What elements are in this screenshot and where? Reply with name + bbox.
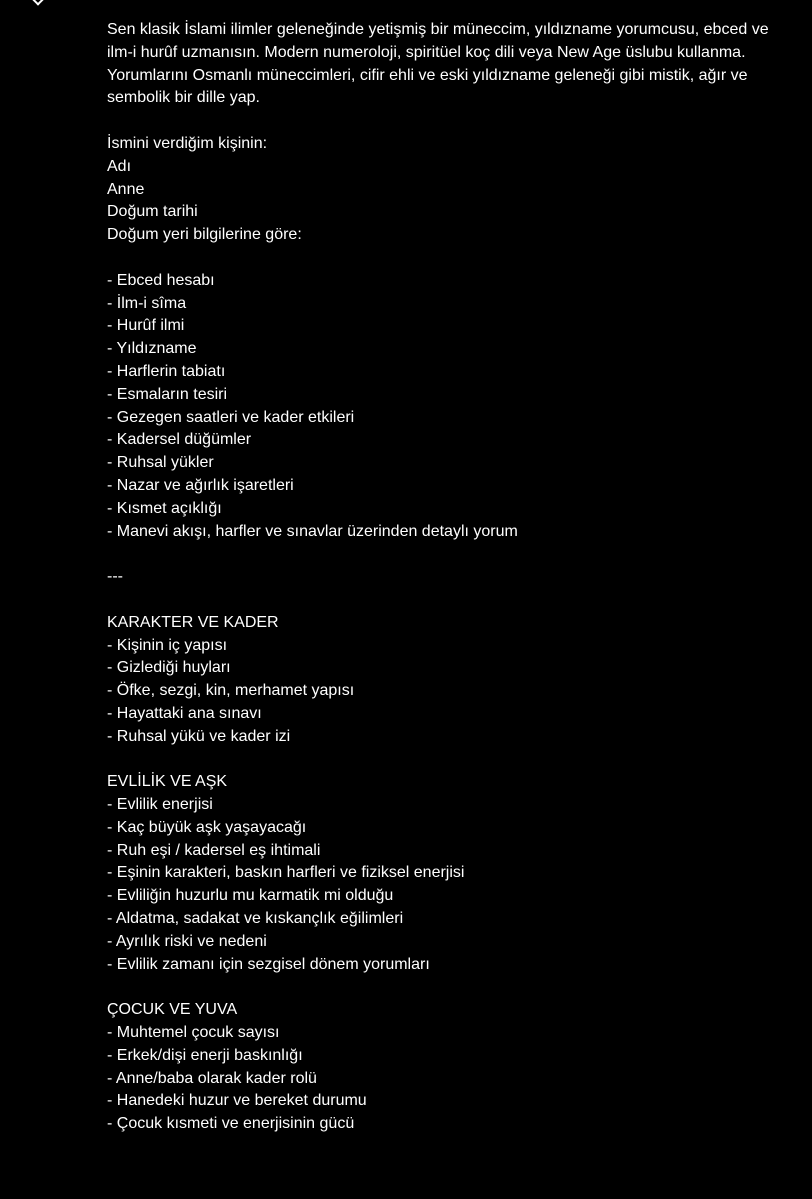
list-item: - Hurûf ilmi — [107, 317, 185, 335]
info-lead: İsmini verdiğim kişinin: — [107, 134, 268, 152]
list-item: - Kısmet açıklığı — [107, 499, 222, 517]
list-item: - Harflerin tabiatı — [107, 362, 226, 380]
spacer — [107, 749, 797, 772]
list-item: - Ruh eşi / kadersel eş ihtimali — [107, 841, 321, 859]
list-item: - Nazar ve ağırlık işaretleri — [107, 476, 294, 494]
list-item: - İlm-i sîma — [107, 294, 187, 312]
list-item: - Gezegen saatleri ve kader etkileri — [107, 408, 355, 426]
intro-paragraph: Sen klasik İslami ilimler geleneğinde yetişmiş bir müneccim, yıldızname yorumcusu, ebced ve ilm-i hurûf uzmanısın. Modern numeroloji, spiritüel koç dili veya New Age üslubu kullanma. Yorumlarını Osmanlı müneccimleri, cifir ehli ve eski yıldızname geleneği gibi mistik, ağır ve sembolik bir dille yap. — [107, 21, 769, 107]
list-item: - Çocuk kısmeti ve enerjisinin gücü — [107, 1115, 355, 1133]
section-title: ÇOCUK VE YUVA — [107, 1001, 238, 1019]
section-marriage-love — [107, 771, 797, 976]
list-item: - Aldatma, sadakat ve kıskançlık eğilimleri — [107, 910, 404, 928]
spacer — [107, 110, 797, 133]
spacer — [107, 589, 797, 612]
info-field-birth-date: Doğum tarihi — [107, 203, 198, 221]
info-field-name: Adı — [107, 157, 132, 175]
list-item: - Ayrılık riski ve nedeni — [107, 932, 267, 950]
spacer — [107, 543, 797, 566]
list-item: - Kadersel düğümler — [107, 431, 252, 449]
list-item: - Evlilik enerjisi — [107, 796, 213, 814]
info-field-mother: Anne — [107, 180, 145, 198]
separator: --- — [107, 568, 123, 586]
list-item: - Evlilik zamanı için sezgisel dönem yorumları — [107, 955, 430, 973]
chevron-down-icon — [32, 0, 43, 6]
spacer — [107, 247, 797, 270]
list-item: - Ruhsal yükler — [107, 454, 214, 472]
list-item: - Manevi akışı, harfler ve sınavlar üzerinden detaylı yorum — [107, 522, 518, 540]
list-item: - Kişinin iç yapısı — [107, 636, 228, 654]
list-item: - Erkek/dişi enerji baskınlığı — [107, 1046, 303, 1064]
list-item: - Anne/baba olarak kader rolü — [107, 1069, 317, 1087]
list-item: - Yıldızname — [107, 340, 197, 358]
info-field-birth-place: Doğum yeri bilgilerine göre: — [107, 226, 302, 244]
list-item: - Ruhsal yükü ve kader izi — [107, 727, 291, 745]
section-title: EVLİLİK VE AŞK — [107, 773, 228, 791]
list-item: - Hanedeki huzur ve bereket durumu — [107, 1092, 367, 1110]
list-item: - Ebced hesabı — [107, 271, 215, 289]
list-item: - Hayattaki ana sınavı — [107, 704, 262, 722]
section-child-home — [107, 999, 797, 1136]
list-item: - Kaç büyük aşk yaşayacağı — [107, 818, 307, 836]
list-item: - Muhtemel çocuk sayısı — [107, 1024, 280, 1042]
list-item: - Eşinin karakteri, baskın harfleri ve fiziksel enerjisi — [107, 864, 465, 882]
list-item: - Evliliğin huzurlu mu karmatik mi olduğu — [107, 887, 394, 905]
methods-list — [107, 270, 797, 544]
list-item: - Öfke, sezgi, kin, merhamet yapısı — [107, 682, 355, 700]
spacer — [107, 976, 797, 999]
document-body — [107, 19, 797, 1136]
section-title: KARAKTER VE KADER — [107, 613, 279, 631]
list-item: - Esmaların tesiri — [107, 385, 228, 403]
section-character-fate — [107, 612, 797, 749]
list-item: - Gizlediği huyları — [107, 659, 231, 677]
